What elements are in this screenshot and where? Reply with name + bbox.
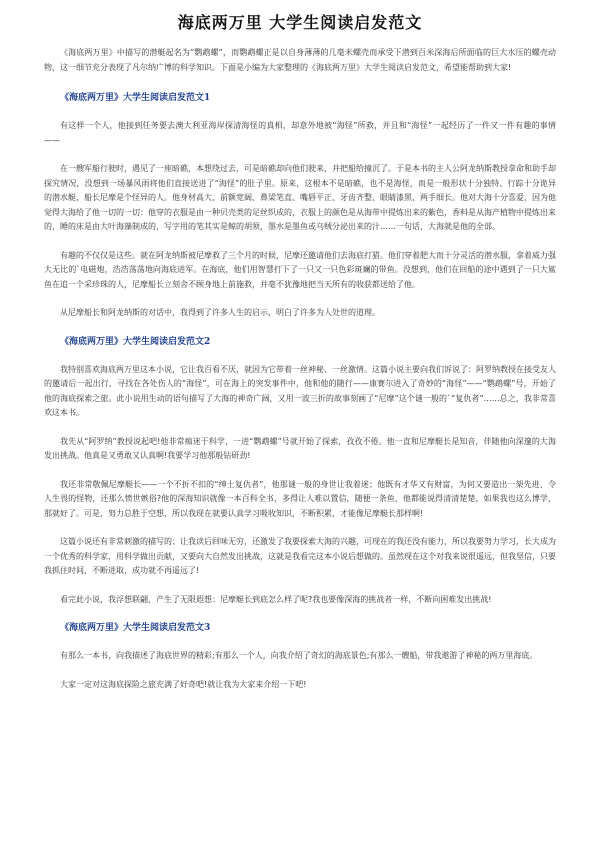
section-heading: 《海底两万里》大学生阅读启发范文3	[60, 623, 211, 633]
paragraph: 我特别喜欢海底两万里这本小说，它让我百看不厌，就因为它带着一丝神秘、一丝激情。这篇小说主要向我们诉说了：阿罗纳教授在接受友人的邀请后一起出行，寻找在各处伤人的“海怪”，可在海上的突发事件中，他和他的随行——康赛尔进入了奇妙的“海怪”——“鹦鹉螺”号，开始了他的海底探索之旅。此小说用生动的语句描写了大海的神奇广阔，又用一波三折的故事刻画了“尼摩”这个谜一般的`“复仇者”……总之，我非常喜欢这本书。	[44, 364, 556, 417]
section-2	[44, 335, 556, 608]
paragraph: 有这样一个人，他接到任务要去澳大利亚海岸探清海怪的真相，却意外地被“海怪”所救，并且和“海怪”一起经历了一件又一件有趣的事情——	[44, 121, 556, 145]
intro-paragraph: 《海底两万里》中描写的潜艇起名为“鹦鹉螺”，而鹦鹉螺正是以自身薄薄的几毫米螺壳而承受下潜到百米深海后所面临的巨大水压的螺壳动物，这一细节充分表现了凡尔纳广博的科学知识。下面是小编为大家整理的《海底两万里》大学生阅读启发范文，希望能帮助到大家!	[44, 48, 556, 72]
paragraph: 有趣的不仅仅是这些。就在阿龙纳斯被尼摩救了三个月的时候，尼摩还邀请他们去海底打猎。他们穿着肥大而十分灵活的潜水服，拿着威力强大无比的`电磁炮，浩浩荡荡地向海底进军。在海底，他们用智慧打下了一只又一只色彩斑斓的带鱼。没想到，他们在回船的途中遇到了一只大鲨鱼在追一个采珍珠的人，尼摩船长立刻舍不顾身地上前施救，并毫不犹豫地把当天所有的收获都送给了他。	[44, 250, 556, 289]
section-1	[44, 91, 556, 321]
document-title: 海底两万里 大学生阅读启发范文	[177, 13, 423, 32]
paragraph: 大家一定对这海底探险之旅充满了好奇吧!就让我为大家来介绍一下吧!	[60, 679, 307, 689]
section-heading: 《海底两万里》大学生阅读启发范文2	[60, 336, 211, 347]
section-heading: 《海底两万里》大学生阅读启发范文1	[60, 93, 211, 103]
paragraph: 看完此小说，我浮想联翩，产生了无限遐想：尼摩艇长到底怎么样了呢?我也要像深海的挑战者一样，不断向困难发出挑战!	[60, 594, 492, 604]
paragraph: 我还非常敬佩尼摩艇长——一个不折不扣的“绅士复仇者”，他那谜一般的身世让我着迷；他既有才华又有财富，为何又要造出一架先进、令人生畏的怪物，还那么愤世嫉俗?他的深海知识就像一本百科全书，多得让人难以置信，随便一条鱼，他都能说得清清楚楚，如果我也这么博学，那就好了。可是，努力总胜于空想，所以我现在就要认真学习吸收知识，不断积累，才能像尼摩艇长那样啊!	[44, 479, 556, 518]
paragraph: 从尼摩船长和阿龙纳斯的对话中，我得到了许多人生的启示，明白了许多为人处世的道理。	[60, 308, 380, 317]
paragraph: 这篇小说还有非常刺激的描写的；让我读后回味无穷，还激发了我要探索大海的兴趣，可现在的我还没有能力，所以我要努力学习，长大成为一个优秀的科学家，用科学做出贡献，又要向大自然发出挑战，这就是我看完这本小说后想做的。虽然现在这个对我来说很遥远，但我坚信，只要我抓住时间，不断进取，成功就不再遥远了!	[44, 537, 556, 575]
paragraph: 有那么一本书，向我描述了海底世界的精彩;有那么一个人，向我介绍了奇幻的海底景色;有那么一艘船，带我遨游了神秘的两万里海底。	[60, 651, 538, 660]
paragraph: 在一艘军船行驶时，遇见了一座暗礁，本想绕过去，可是暗礁却向他们驶来，并把船给撞沉了。于是本书的主人公阿龙纳斯教授拿命和助手却探究情况，没想到一场暴风雨将他们直接送进了“海怪”的肚子里。原来，这根本不是暗礁，也不是海怪，而是一般形状十分独特、行踪十分诡异的潜水艇，船长尼摩是个怪异的人。他身材高大、前额宽阔、鼻梁笔直、嘴唇平正、牙齿齐整、眼睛漆黑、两手细长。他对大海十分喜爱，因为他觉得大海给了他一切的一切：他穿的衣服是由一种贝壳类的足丝织成的，衣服上的颜色是从海带中提炼出来的紫色，香料是从海产植物中提炼出来的，睡的床是由大叶海藻制成的，写字用的笔其实是鲸的胡须，墨水是墨鱼或乌贼分泌出来的汁……一句话，大海就是他的全部。	[44, 164, 556, 231]
section-3	[44, 621, 556, 692]
paragraph: 我先从“阿罗纳”教授说起吧!他非常痴迷于科学，一进“鹦鹉螺”号就开始了探索，孜孜不倦。他一直和尼摩艇长是知音，伴随他向深邃的大海发出挑战。他真是又勇敢又认真啊!我要学习他那般钻研劲!	[44, 436, 556, 460]
